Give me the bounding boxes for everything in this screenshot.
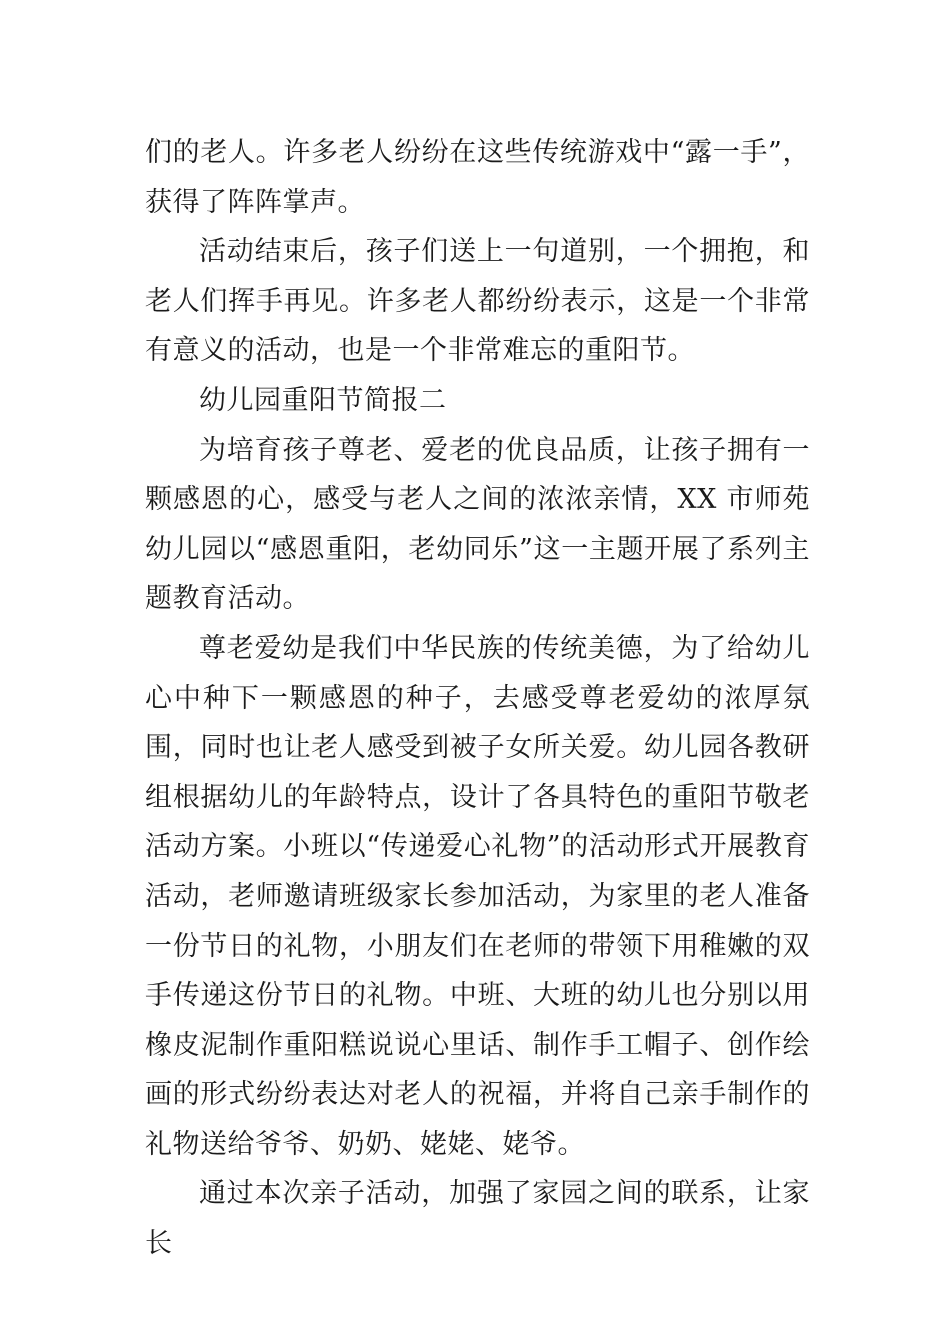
paragraph-activity-end: 活动结束后，孩子们送上一句道别，一个拥抱，和老人们挥手再见。许多老人都纷纷表示，这是一个非常有意义的活动，也是一个非常难忘的重阳节。: [145, 236, 810, 367]
paragraph-activities: 尊老爱幼是我们中华民族的传统美德，为了给幼儿心中种下一颗感恩的种子，去感受尊老爱幼的浓厚氛围，同时也让老人感受到被子女所关爱。幼儿园各教研组根据幼儿的年龄特点，设计了各具特色的重阳节敬老活动方案。小班以“传递爱心礼物”的活动形式开展教育活动，老师邀请班级家长参加活动，为家里的老人准备一份节日的礼物，小朋友们在老师的带领下用稚嫩的双手传递这份节日的礼物。中班、大班的幼儿也分别以用橡皮泥制作重阳糕说说心里话、制作手工帽子、创作绘画的形式纷纷表达对老人的祝福，并将自己亲手制作的礼物送给爷爷、奶奶、姥姥、姥爷。: [145, 632, 810, 1160]
paragraph-purpose: 为培育孩子尊老、爱老的优良品质，让孩子拥有一颗感恩的心，感受与老人之间的浓浓亲情，XX 市师苑幼儿园以“感恩重阳，老幼同乐”这一主题开展了系列主题教育活动。: [145, 434, 810, 615]
section-heading: 幼儿园重阳节简报二: [199, 384, 447, 416]
paragraph-continuation: 们的老人。许多老人纷纷在这些传统游戏中“露一手”，获得了阵阵掌声。: [145, 137, 810, 218]
document-body: [145, 128, 810, 1269]
paragraph-conclusion: 通过本次亲子活动，加强了家园之间的联系，让家长: [145, 1178, 810, 1260]
